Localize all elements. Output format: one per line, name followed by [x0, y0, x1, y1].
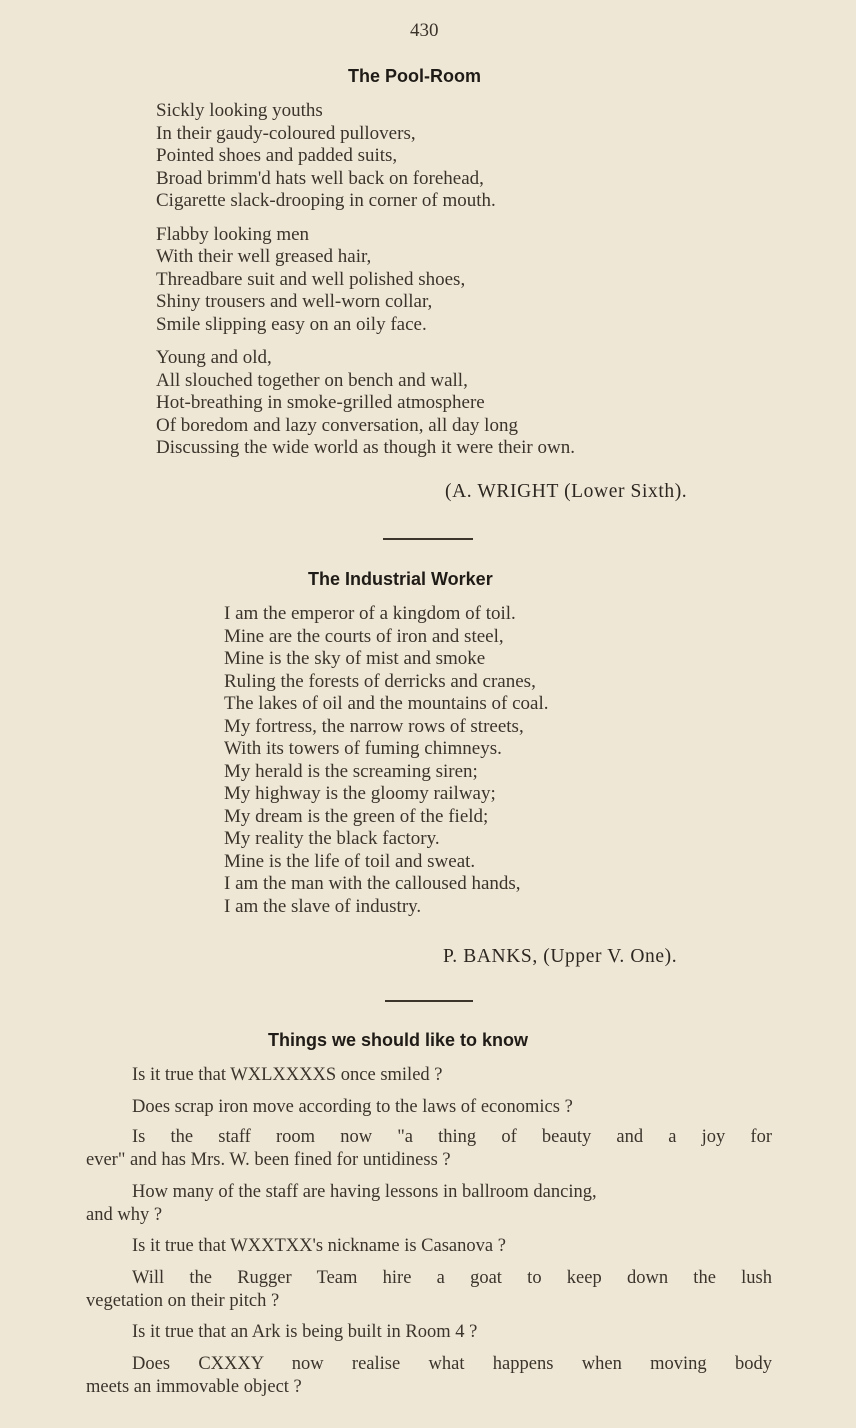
question-8 [86, 1353, 772, 1399]
poem-line: All slouched together on bench and wall, [156, 369, 468, 391]
poem-line: My herald is the screaming siren; [224, 760, 478, 782]
poem-line: I am the emperor of a kingdom of toil. [224, 603, 516, 624]
question-line: meets an immovable object ? [86, 1377, 302, 1397]
poem-line: In their gaudy-coloured pullovers, [156, 122, 416, 144]
poem-line: Mine are the courts of iron and steel, [224, 625, 504, 647]
poem-line: Of boredom and lazy conversation, all day long [156, 414, 518, 436]
question-line: and why ? [86, 1205, 163, 1225]
poem-line: Broad brimm'd hats well back on forehead, [156, 167, 484, 189]
industrial-worker-title: The Industrial Worker [308, 569, 493, 589]
poem-line: My highway is the gloomy railway; [224, 783, 496, 804]
question-line: ever" and has Mrs. W. been fined for untidiness ? [86, 1150, 451, 1170]
pool-room-title: The Pool-Room [348, 66, 481, 86]
poem-line: Smile slipping easy on an oily face. [156, 313, 427, 335]
question-line: How many of the staff are having lessons in ballroom dancing, [132, 1182, 597, 1202]
question-3 [86, 1126, 772, 1172]
poem-line: Mine is the sky of mist and smoke [224, 648, 486, 669]
question-line: vegetation on their pitch ? [86, 1291, 280, 1311]
pool-room-poem [156, 100, 575, 460]
poem-line: Discussing the wide world as though it were their own. [156, 437, 575, 458]
poem-line: Flabby looking men [156, 223, 310, 245]
section-divider [385, 1000, 473, 1002]
industrial-worker-credit: P. BANKS, (Upper V. One). [443, 946, 678, 967]
section-divider [383, 538, 473, 540]
poem-line: With their well greased hair, [156, 246, 372, 267]
question-1: Is it true that WXLXXXXS once smiled ? [132, 1065, 443, 1085]
poem-line: Shiny trousers and well-worn collar, [156, 291, 433, 312]
poem-line: My fortress, the narrow rows of streets, [224, 715, 524, 737]
question-line: Will the Rugger Team hire a goat to keep down the lush [132, 1268, 772, 1288]
poem-line: Mine is the life of toil and sweat. [224, 850, 476, 872]
poem-line: With its towers of fuming chimneys. [224, 738, 502, 759]
poem-line: Cigarette slack-drooping in corner of mouth. [156, 190, 496, 211]
poem-line: Hot-breathing in smoke-grilled atmosphere [156, 392, 485, 413]
poem-line: Pointed shoes and padded suits, [156, 145, 398, 166]
pool-room-credit: (A. WRIGHT (Lower Sixth). [445, 481, 688, 502]
poem-line: My reality the black factory. [224, 828, 440, 849]
industrial-worker-poem [224, 603, 549, 918]
question-6 [86, 1267, 772, 1313]
poem-line: I am the slave of industry. [224, 895, 422, 917]
poem-line: The lakes of oil and the mountains of coal. [224, 693, 549, 714]
poem-line: Threadbare suit and well polished shoes, [156, 268, 466, 290]
question-line: Is the staff room now "a thing of beauty and a joy for [132, 1127, 772, 1147]
poem-line: Ruling the forests of derricks and cranes, [224, 670, 536, 692]
things-title: Things we should like to know [268, 1030, 529, 1050]
poem-line: I am the man with the calloused hands, [224, 873, 521, 894]
poem-line: My dream is the green of the field; [224, 805, 489, 827]
question-7: Is it true that an Ark is being built in Room 4 ? [132, 1322, 478, 1342]
question-5: Is it true that WXXTXX's nickname is Casanova ? [132, 1236, 506, 1256]
question-2: Does scrap iron move according to the laws of economics ? [132, 1097, 573, 1117]
poem-line: Sickly looking youths [156, 100, 323, 121]
page-number: 430 [410, 20, 439, 41]
question-line: Does CXXXY now realise what happens when moving body [132, 1354, 772, 1374]
question-4 [86, 1181, 772, 1227]
poem-line: Young and old, [156, 347, 272, 368]
